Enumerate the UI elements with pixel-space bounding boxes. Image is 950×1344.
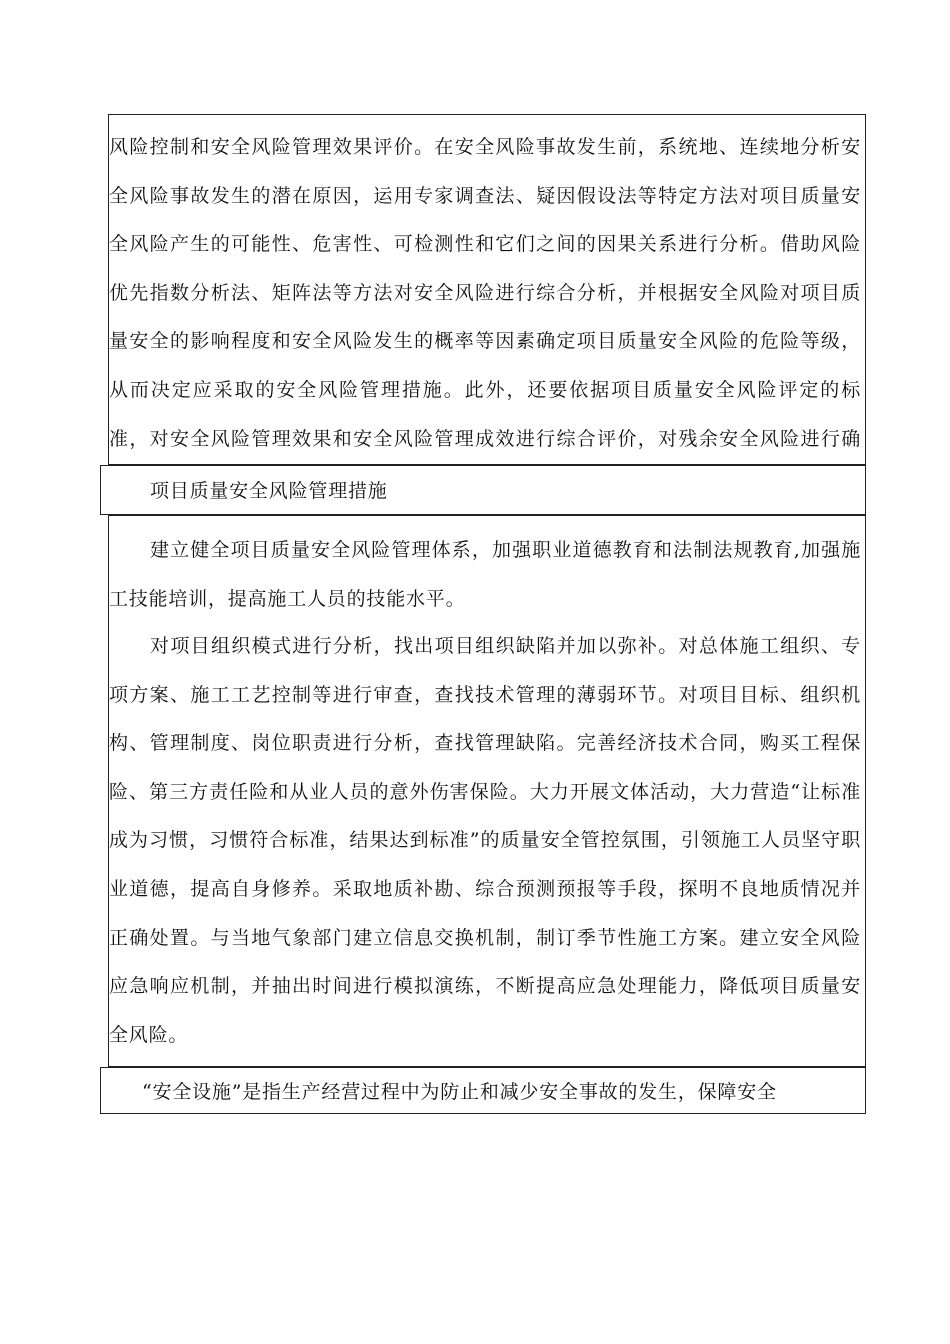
risk-measures-heading-box [100,465,866,515]
risk-measures-heading: 项目质量安全风险管理措施 [150,480,388,502]
safety-facilities-box [100,1067,866,1114]
organization-analysis-paragraph: 对项目组织模式进行分析，找出项目组织缺陷并加以弥补。对总体施工组织、专项方案、施工工艺控制等进行审查，查找技术管理的薄弱环节。对项目目标、组织机构、管理制度、岗位职责进行分析，查找管理缺陷。完善经济技术合同，购买工程保险、第三方责任险和从业人员的意外伤害保险。大力开展文体活动，大力营造“让标准成为习惯，习惯符合标准，结果达到标准”的质量安全管控氛围，引领施工人员坚守职业道德，提高自身修养。采取地质补勘、综合预测预报等手段，探明不良地质情况并正确处置。与当地气象部门建立信息交换机制，制订季节性施工方案。建立安全风险应急响应机制，并抽出时间进行模拟演练，不断提高应急处理能力，降低项目质量安全风险。 [109,635,861,1046]
risk-evaluation-box [108,114,866,465]
risk-measures-content-box [108,515,866,1067]
safety-facilities-paragraph: “安全设施”是指生产经营过程中为防止和减少安全事故的发生，保障安全 [142,1081,777,1103]
risk-system-paragraph: 建立健全项目质量安全风险管理体系，加强职业道德教育和法制法规教育,加强施工技能培训，提高施工人员的技能水平。 [109,539,861,610]
risk-evaluation-paragraph: 风险控制和安全风险管理效果评价。在安全风险事故发生前，系统地、连续地分析安全风险事故发生的潜在原因，运用专家调查法、疑因假设法等特定方法对项目质量安全风险产生的可能性、危害性、可检测性和它们之间的因果关系进行分析。借助风险优先指数分析法、矩阵法等方法对安全风险进行综合分析，并根据安全风险对项目质量安全的影响程度和安全风险发生的概率等因素确定项目质量安全风险的危险等级，从而决定应采取的安全风险管理措施。此外，还要依据项目质量安全风险评定的标准，对安全风险管理效果和安全风险管理成效进行综合评价，对残余安全风险进行确 [109,136,861,450]
